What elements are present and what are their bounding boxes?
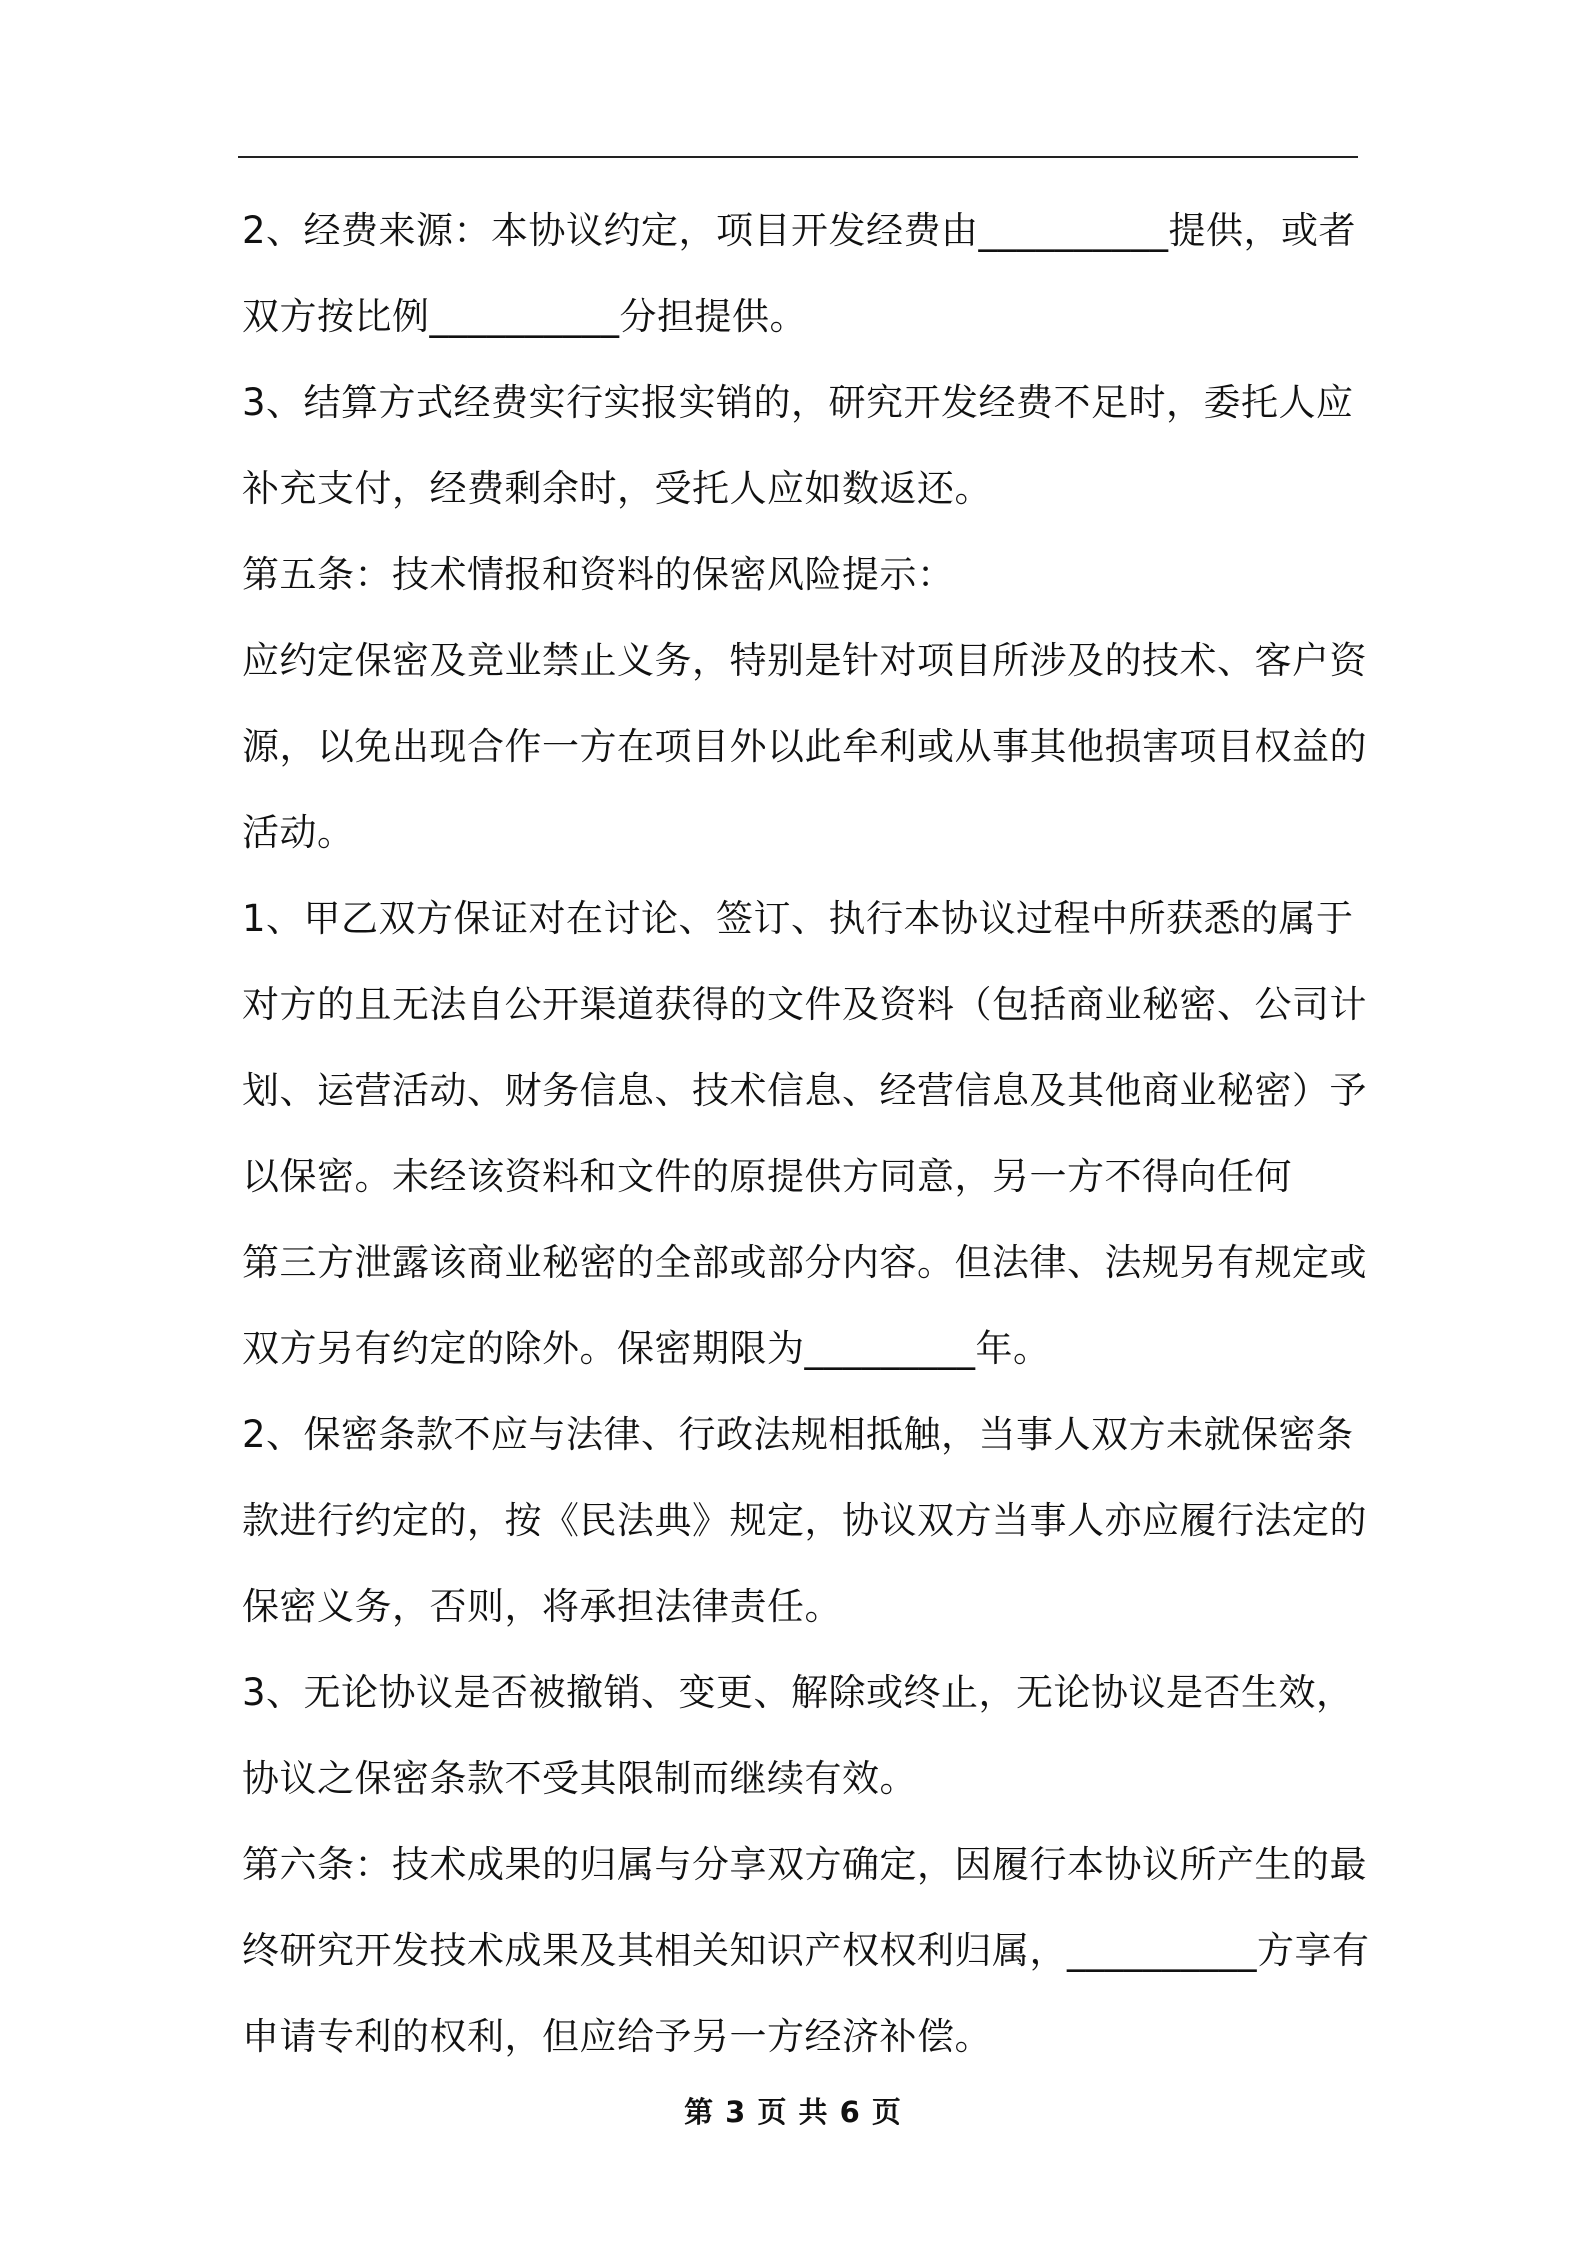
text-line: 第三方泄露该商业秘密的全部或部分内容。但法律、法规另有规定或 [242, 1241, 1367, 1284]
text-line: 源，以免出现合作一方在项目外以此牟利或从事其他损害项目权益的 [242, 725, 1367, 768]
text-line: 对方的且无法自公开渠道获得的文件及资料（包括商业秘密、公司计 [242, 983, 1367, 1026]
section-heading: 第五条：技术情报和资料的保密风险提示： [242, 553, 955, 596]
text-line: 3、无论协议是否被撤销、变更、解除或终止，无论协议是否生效， [242, 1671, 1354, 1714]
text-line: 3、结算方式经费实行实报实销的，研究开发经费不足时，委托人应 [242, 381, 1354, 424]
header-rule [238, 156, 1358, 158]
text-line: 2、经费来源：本协议约定，项目开发经费由__________提供，或者 [242, 209, 1357, 252]
text-line: 款进行约定的，按《民法典》规定，协议双方当事人亦应履行法定的 [242, 1499, 1367, 1542]
section-heading: 第六条：技术成果的归属与分享双方确定，因履行本协议所产生的最 [242, 1843, 1367, 1886]
text-line: 2、保密条款不应与法律、行政法规相抵触，当事人双方未就保密条 [242, 1413, 1354, 1456]
text-line: 活动。 [242, 811, 355, 854]
text-line: 补充支付，经费剩余时，受托人应如数返还。 [242, 467, 992, 510]
text-line: 以保密。未经该资料和文件的原提供方同意，另一方不得向任何 [242, 1155, 1292, 1198]
text-line: 终研究开发技术成果及其相关知识产权权利归属，__________方享有 [242, 1929, 1370, 1972]
text-line: 双方另有约定的除外。保密期限为_________年。 [242, 1327, 1051, 1370]
text-line: 1、甲乙双方保证对在讨论、签订、执行本协议过程中所获悉的属于 [242, 897, 1354, 940]
text-line: 保密义务，否则，将承担法律责任。 [242, 1585, 842, 1628]
text-line: 双方按比例__________分担提供。 [242, 295, 807, 338]
text-line: 协议之保密条款不受其限制而继续有效。 [242, 1757, 917, 1800]
text-line: 划、运营活动、财务信息、技术信息、经营信息及其他商业秘密）予 [242, 1069, 1367, 1112]
page-number: 第 3 页 共 6 页 [684, 2095, 902, 2129]
text-line: 申请专利的权利，但应给予另一方经济补偿。 [242, 2015, 992, 2058]
text-line: 应约定保密及竞业禁止义务，特别是针对项目所涉及的技术、客户资 [242, 639, 1367, 682]
document-body [242, 196, 1370, 2088]
